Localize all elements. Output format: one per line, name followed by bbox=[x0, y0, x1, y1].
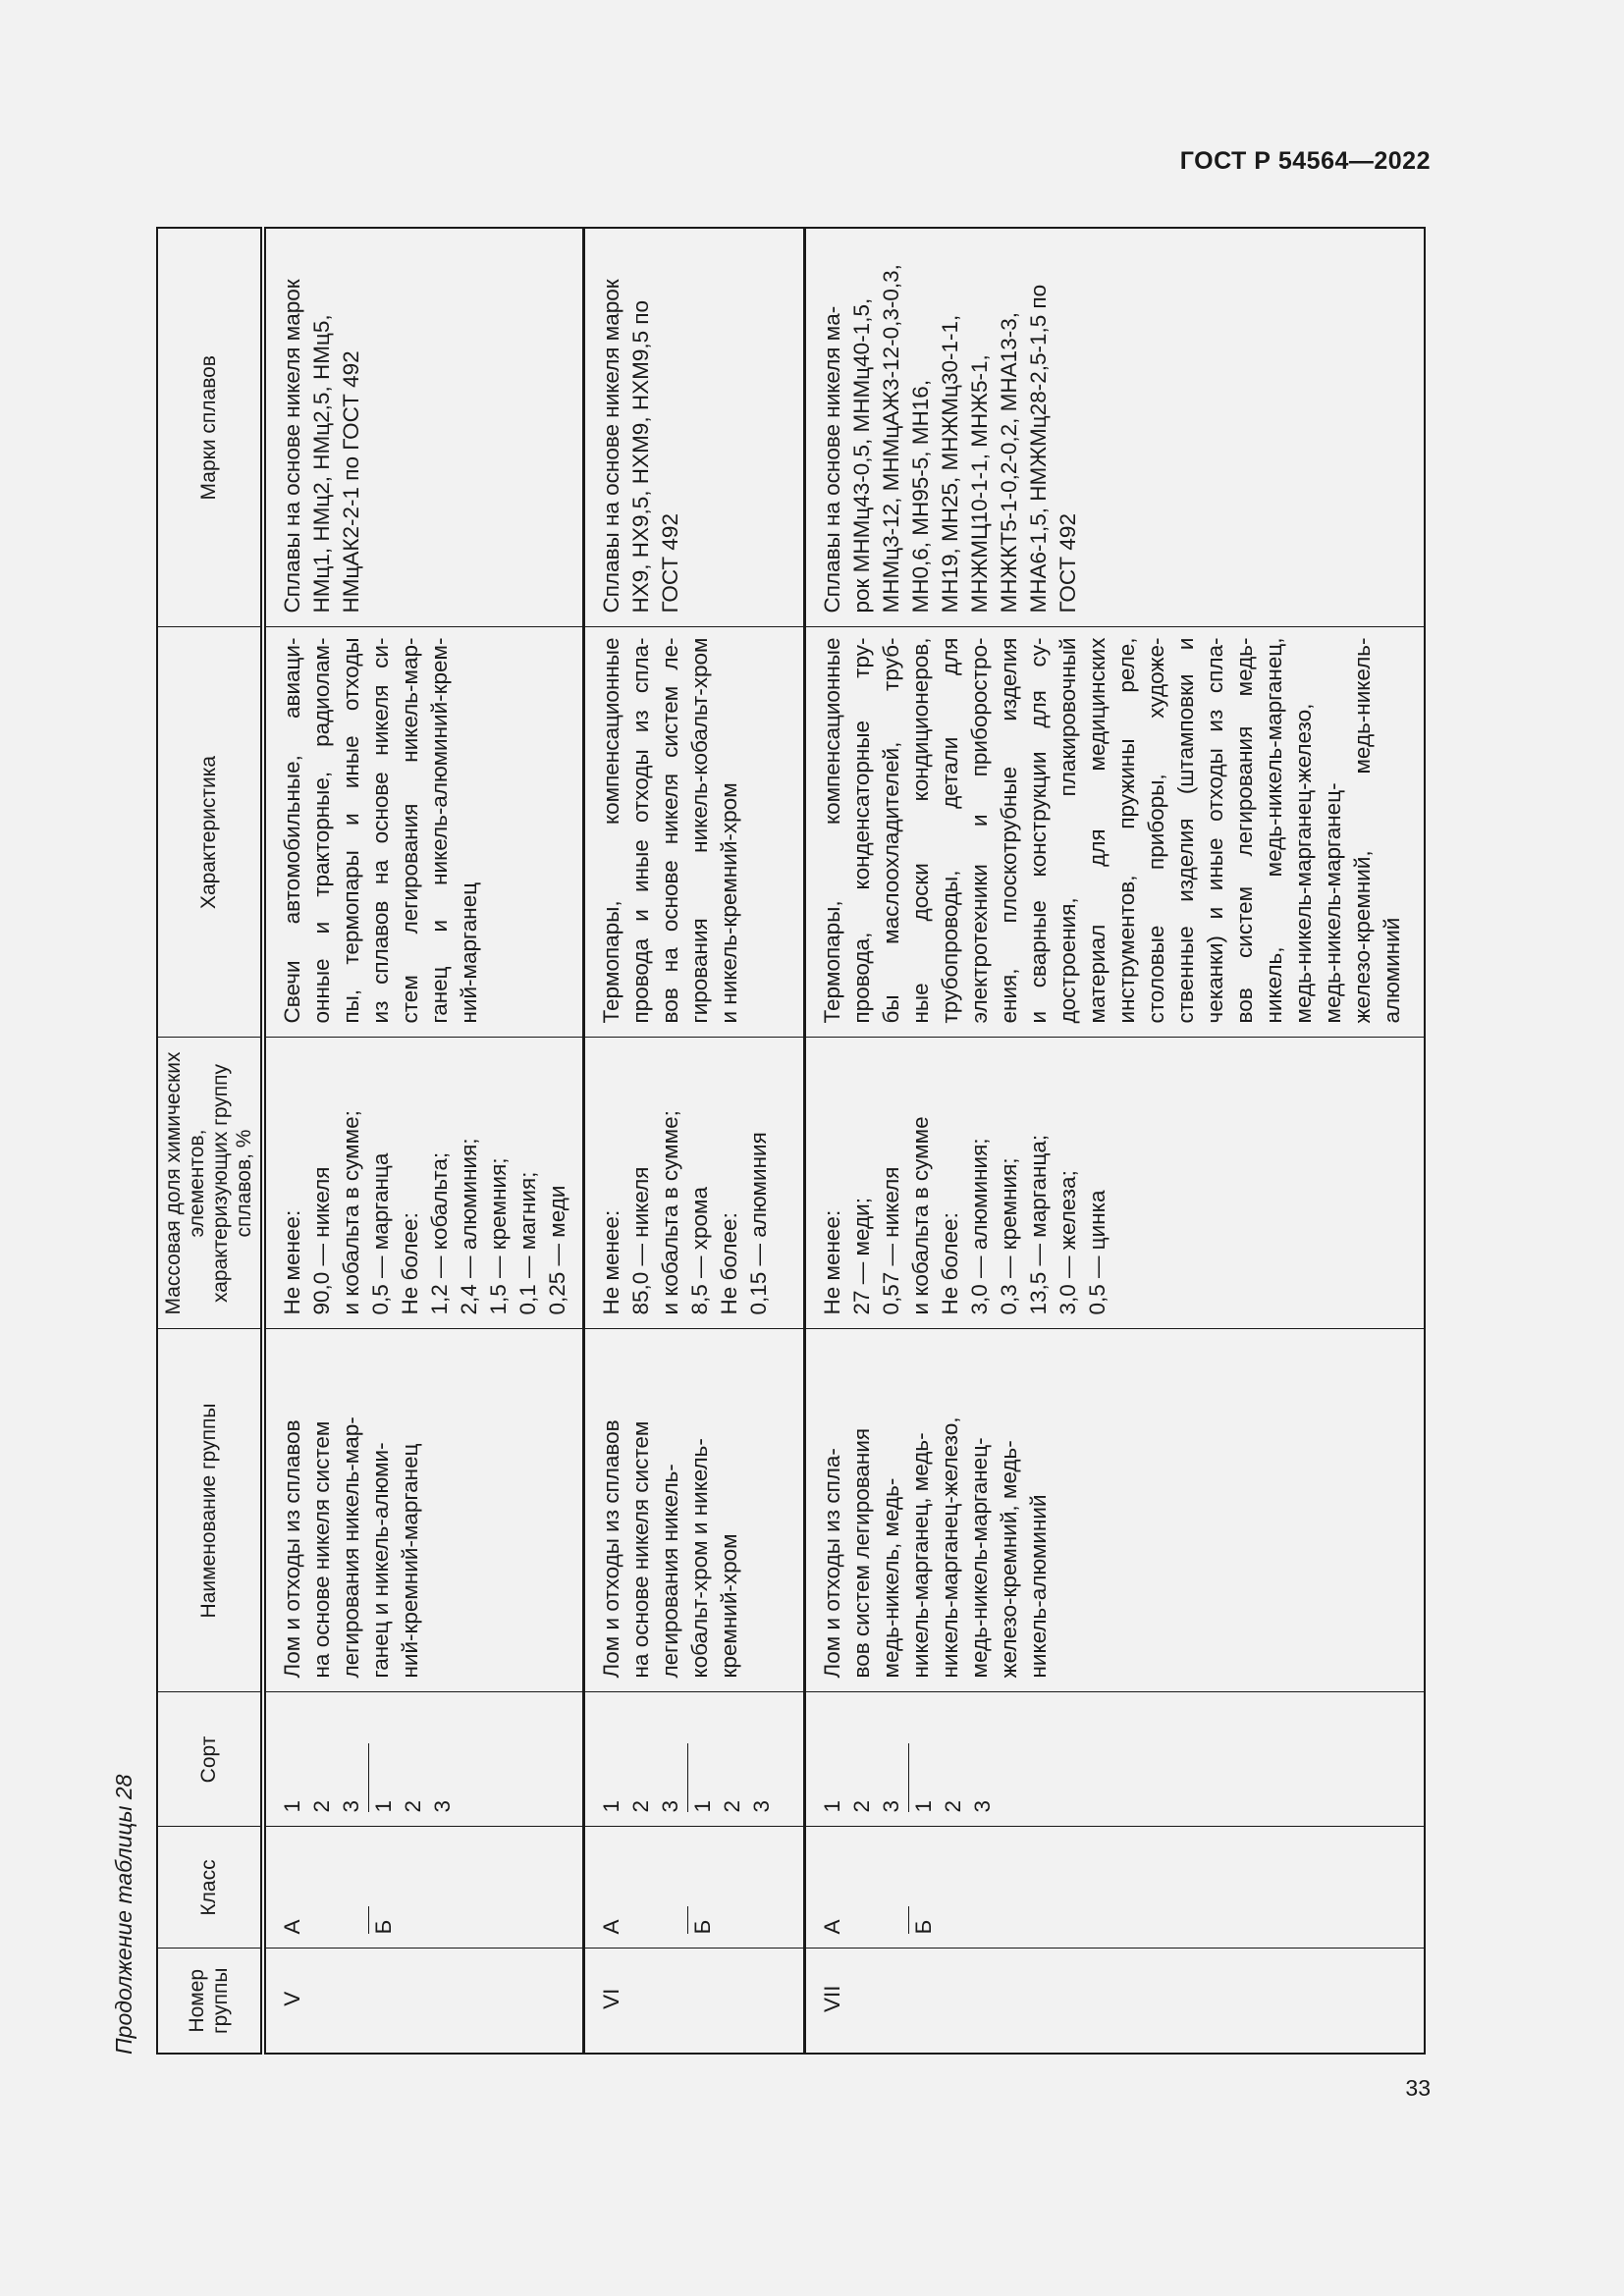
characteristic-line: ственные изделия (штамповки и bbox=[1173, 637, 1198, 1024]
group-name-line: на основе никеля систем bbox=[628, 1420, 653, 1679]
sort-a-item: 1 bbox=[280, 1799, 304, 1813]
sort-cell bbox=[263, 1692, 584, 1827]
sort-a-item: 2 bbox=[628, 1799, 653, 1813]
sort-b-item: 1 bbox=[690, 1799, 715, 1813]
characteristic-line: провода, конденсаторные тру- bbox=[849, 637, 874, 1024]
table-header-row bbox=[157, 228, 263, 2054]
characteristic-line: алюминий bbox=[1380, 917, 1404, 1024]
characteristic-line: медь-никель-марганец- bbox=[1321, 782, 1345, 1024]
characteristic-line: ные доски кондиционеров, bbox=[908, 637, 933, 1024]
sort-b-item: 2 bbox=[401, 1799, 425, 1813]
characteristic-line: ения, плоскотрубные изделия bbox=[997, 637, 1021, 1024]
characteristic-line: Термопары, компенсационные bbox=[599, 637, 623, 1024]
mass-fraction-line: 0,15 — алюминия bbox=[746, 1132, 771, 1315]
sort-cell bbox=[584, 1692, 805, 1827]
mass-fraction-line: 27 — меди; bbox=[849, 1198, 874, 1315]
alloy-grades-cell bbox=[263, 228, 584, 627]
class-cell bbox=[584, 1827, 805, 1949]
alloy-grades-line: МНА6-1,5, НМЖМц28-2,5-1,5 по bbox=[1026, 284, 1051, 614]
group-number-cell bbox=[584, 1949, 805, 2054]
sort-a-item: 3 bbox=[658, 1799, 682, 1813]
characteristic-line: электротехники и приборостро- bbox=[967, 637, 992, 1024]
characteristic-line: столовые приборы, художе- bbox=[1144, 637, 1168, 1024]
class-cell bbox=[805, 1827, 1426, 1949]
mass-fraction-line: 2,4 — алюминия; bbox=[457, 1138, 481, 1315]
spacer bbox=[307, 1838, 366, 1935]
mass-fraction-line: 0,5 — марганца bbox=[368, 1152, 393, 1315]
rotated-table-container bbox=[156, 229, 1426, 2055]
sort-a-item: 2 bbox=[309, 1799, 334, 1813]
mass-fraction-line: 0,25 — меди bbox=[545, 1185, 569, 1315]
document-code: ГОСТ Р 54564—2022 bbox=[1179, 147, 1431, 175]
alloy-grades-line: МН19, МН25, МНЖМц30-1-1, bbox=[938, 314, 962, 614]
characteristic-line: материал для медицинских bbox=[1085, 637, 1110, 1024]
mass-fraction-line: 1,5 — кремния; bbox=[486, 1157, 511, 1315]
class-a: А bbox=[820, 1919, 844, 1935]
mass-fraction-line: 3,0 — алюминия; bbox=[967, 1138, 992, 1315]
characteristic-line: никель, медь-никель-марганец, bbox=[1262, 637, 1286, 1024]
group-name-line: никель-алюминий bbox=[1026, 1494, 1051, 1679]
group-name-line: медь-никель, медь- bbox=[879, 1477, 903, 1679]
class-a: А bbox=[599, 1919, 623, 1935]
mass-fraction-line: 0,3 — кремния; bbox=[997, 1157, 1021, 1315]
alloy-grades-line: ГОСТ 492 bbox=[1056, 513, 1080, 614]
group-name-line: железо-кремний, медь- bbox=[997, 1440, 1021, 1679]
mass-fraction-line: Не менее: bbox=[820, 1209, 844, 1315]
group-name-line: ний-кремний-марганец bbox=[398, 1443, 422, 1679]
alloy-grades-line: рок МНМц43-0,5, МНМц40-1,5, bbox=[849, 297, 874, 614]
sort-a-item: 3 bbox=[339, 1799, 363, 1813]
sort-a-item: 2 bbox=[849, 1799, 874, 1813]
sort-a-item: 3 bbox=[879, 1799, 903, 1813]
characteristic-line: вов на основе никеля систем ле- bbox=[658, 637, 682, 1024]
mass-fraction-line: 0,57 — никеля bbox=[879, 1166, 903, 1315]
characteristic-line: Свечи автомобильные, авиаци- bbox=[280, 637, 304, 1024]
group-number-cell bbox=[805, 1949, 1426, 2054]
characteristic-line: вов систем легирования медь- bbox=[1232, 637, 1257, 1024]
group-name-cell bbox=[584, 1329, 805, 1692]
characteristic-line: онные и тракторные, радиолам- bbox=[309, 637, 334, 1024]
characteristic-line: гирования никель-кобальт-хром bbox=[687, 637, 712, 1024]
mass-fraction-line: 0,5 — цинка bbox=[1085, 1190, 1110, 1315]
group-name-line: ганец и никель-алюми- bbox=[368, 1442, 393, 1679]
col-header-group-name: Наименование группы bbox=[157, 1329, 263, 1692]
table-row bbox=[805, 228, 1426, 2054]
alloy-grades-line: НМц1, НМц2, НМц2,5, НМц5, bbox=[309, 314, 334, 614]
group-number: VI bbox=[599, 1988, 623, 2009]
characteristic-line: бы маслоохладителей, труб- bbox=[879, 637, 903, 1024]
characteristic-cell bbox=[805, 627, 1426, 1038]
characteristic-line: ганец и никель-алюминий-крем- bbox=[427, 637, 452, 1024]
group-name-line: кремний-хром bbox=[717, 1533, 741, 1679]
table-row bbox=[263, 228, 584, 2054]
col-header-mass-fraction: Массовая доля химических элементов, характеризующих группу сплавов, % bbox=[157, 1038, 263, 1329]
characteristic-line: достроения, плакировочный bbox=[1056, 637, 1080, 1024]
mass-fraction-line: Не менее: bbox=[599, 1209, 623, 1315]
mass-fraction-cell bbox=[263, 1038, 584, 1329]
mass-fraction-line: 90,0 — никеля bbox=[309, 1166, 334, 1315]
sort-b-item: 3 bbox=[430, 1799, 455, 1813]
alloy-grades-line: НХ9, НХ9,5, НХМ9, НХМ9,5 по bbox=[628, 299, 653, 614]
alloy-grades-line: МНЖКТ5-1-0,2-0,2, МНА13-3, bbox=[997, 312, 1021, 614]
alloy-grades-line: МН0,6, МН95-5, МН16, bbox=[908, 379, 933, 614]
mass-fraction-line: Не более: bbox=[938, 1212, 962, 1315]
sort-b-item: 2 bbox=[941, 1799, 965, 1813]
characteristic-line: из сплавов на основе никеля си- bbox=[368, 637, 393, 1024]
characteristic-line: провода и иные отходы из спла- bbox=[628, 637, 653, 1024]
characteristic-line: железо-кремний, медь-никель- bbox=[1350, 637, 1375, 1024]
group-name-line: никель-марганец, медь- bbox=[908, 1432, 933, 1679]
mass-fraction-line: 8,5 — хрома bbox=[687, 1186, 712, 1315]
class-cell bbox=[263, 1827, 584, 1949]
mass-fraction-line: 13,5 — марганца; bbox=[1026, 1134, 1051, 1315]
characteristic-line: Термопары, компенсационные bbox=[820, 637, 844, 1024]
sort-a-item: 1 bbox=[820, 1799, 844, 1813]
spacer bbox=[847, 1838, 906, 1935]
characteristic-line: трубопроводы, детали для bbox=[938, 637, 962, 1024]
sort-cell bbox=[805, 1692, 1426, 1827]
alloy-grades-cell bbox=[805, 228, 1426, 627]
mass-fraction-line: и кобальта в сумме; bbox=[339, 1110, 363, 1315]
alloy-groups-table bbox=[156, 227, 1426, 2055]
group-name-line: вов систем легирования bbox=[849, 1427, 874, 1679]
characteristic-line: ний-марганец bbox=[457, 881, 481, 1024]
page-number: 33 bbox=[1405, 2075, 1431, 2101]
characteristic-line: чеканки) и иные отходы из спла- bbox=[1203, 637, 1227, 1024]
characteristic-cell bbox=[263, 627, 584, 1038]
group-name-line: кобальт-хром и никель- bbox=[687, 1438, 712, 1679]
class-b: Б bbox=[911, 1919, 936, 1935]
group-number: V bbox=[280, 1991, 304, 2006]
group-name-line: на основе никеля систем bbox=[309, 1420, 334, 1679]
col-header-alloy-grades: Марки сплавов bbox=[157, 228, 263, 627]
table-caption: Продолжение таблицы 28 bbox=[111, 1774, 136, 2055]
sort-b-item: 2 bbox=[720, 1799, 744, 1813]
alloy-grades-line: МНМц3-12, МНМцАЖ3-12-0,3-0,3, bbox=[879, 264, 903, 614]
characteristic-line: инструментов, пружины реле, bbox=[1114, 637, 1139, 1024]
characteristic-cell bbox=[584, 627, 805, 1038]
alloy-grades-line: Сплавы на основе никеля марок bbox=[599, 279, 623, 614]
mass-fraction-line: 0,1 — магния; bbox=[515, 1171, 540, 1315]
characteristic-line: стем легирования никель-мар- bbox=[398, 637, 422, 1024]
characteristic-line: и никель-кремний-хром bbox=[717, 782, 741, 1024]
group-name-line: никель-марганец-железо, bbox=[938, 1416, 962, 1679]
mass-fraction-cell bbox=[805, 1038, 1426, 1329]
table-row bbox=[584, 228, 805, 2054]
class-b: Б bbox=[690, 1919, 715, 1935]
class-b: Б bbox=[371, 1919, 396, 1935]
group-name-line: Лом и отходы из сплавов bbox=[599, 1419, 623, 1679]
characteristic-line: пы, термопары и иные отходы bbox=[339, 637, 363, 1024]
alloy-grades-line: ГОСТ 492 bbox=[658, 513, 682, 614]
sort-b-item: 1 bbox=[911, 1799, 936, 1813]
mass-fraction-line: Не более: bbox=[398, 1212, 422, 1315]
group-name-line: легирования никель-мар- bbox=[339, 1416, 363, 1679]
col-header-sort: Сорт bbox=[157, 1692, 263, 1827]
alloy-grades-line: Сплавы на основе никеля ма- bbox=[820, 305, 844, 614]
sort-b-item: 3 bbox=[749, 1799, 774, 1813]
col-header-group-number: Номер группы bbox=[157, 1949, 263, 2054]
col-header-characteristic: Характеристика bbox=[157, 627, 263, 1038]
mass-fraction-cell bbox=[584, 1038, 805, 1329]
sort-a-item: 1 bbox=[599, 1799, 623, 1813]
mass-fraction-line: и кобальта в сумме bbox=[908, 1116, 933, 1315]
class-a: А bbox=[280, 1919, 304, 1935]
spacer bbox=[626, 1838, 685, 1935]
group-name-cell bbox=[263, 1329, 584, 1692]
characteristic-line: медь-никель-марганец-железо, bbox=[1291, 703, 1316, 1024]
alloy-grades-cell bbox=[584, 228, 805, 627]
mass-fraction-line: Не менее: bbox=[280, 1209, 304, 1315]
alloy-grades-line: Сплавы на основе никеля марок bbox=[280, 279, 304, 614]
mass-fraction-line: 3,0 — железа; bbox=[1056, 1170, 1080, 1315]
group-name-line: Лом и отходы из спла- bbox=[820, 1448, 844, 1679]
characteristic-line: и сварные конструкции для су- bbox=[1026, 637, 1051, 1024]
group-name-line: Лом и отходы из сплавов bbox=[280, 1419, 304, 1679]
alloy-grades-line: НМцАК2-2-1 по ГОСТ 492 bbox=[339, 350, 363, 614]
col-header-class: Класс bbox=[157, 1827, 263, 1949]
sort-b-item: 3 bbox=[970, 1799, 995, 1813]
group-number-cell bbox=[263, 1949, 584, 2054]
mass-fraction-line: 85,0 — никеля bbox=[628, 1166, 653, 1315]
alloy-grades-line: МНЖМЦ10-1-1, МНЖ5-1, bbox=[967, 354, 992, 614]
group-name-line: медь-никель-марганец- bbox=[967, 1437, 992, 1679]
mass-fraction-line: 1,2 — кобальта; bbox=[427, 1151, 452, 1315]
mass-fraction-line: Не более: bbox=[717, 1212, 741, 1315]
group-number: VII bbox=[820, 1985, 844, 2013]
group-name-line: легирования никель- bbox=[658, 1464, 682, 1679]
mass-fraction-line: и кобальта в сумме; bbox=[658, 1110, 682, 1315]
sort-b-item: 1 bbox=[371, 1799, 396, 1813]
group-name-cell bbox=[805, 1329, 1426, 1692]
